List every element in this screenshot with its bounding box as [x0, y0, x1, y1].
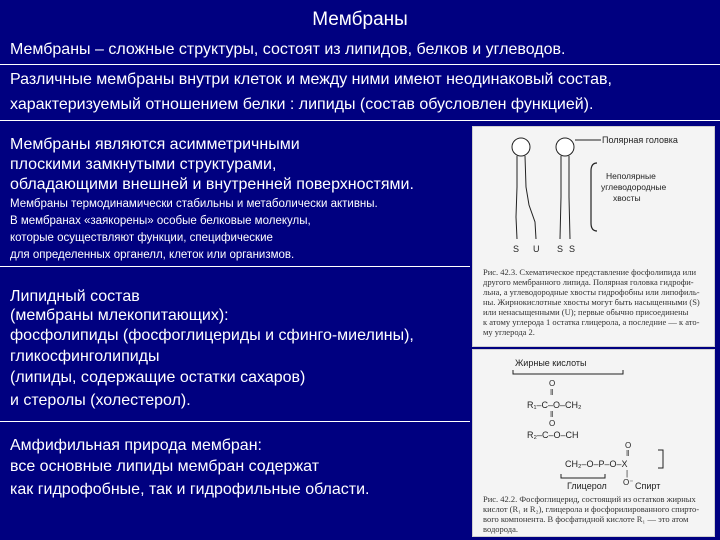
caption-line-2: другого мембранного липида. Полярная головка гидрофи- [483, 277, 694, 287]
double-bond-icon: ‖ [550, 410, 554, 419]
formula-row-3: CH₂–O–P–O–X [565, 459, 628, 469]
phospholipid-diagram [473, 127, 714, 346]
amphiphilic-line-2: все основные липиды мембран содержат [10, 458, 320, 475]
polar-head-icon [556, 138, 574, 156]
alcohol-label: Спирт [635, 481, 661, 491]
polar-head-icon [512, 138, 530, 156]
divider [0, 421, 470, 422]
glycerol-bracket [561, 474, 605, 478]
amphiphilic-line-3: как гидрофобные, так и гидрофильные области. [10, 481, 370, 498]
phosphate-oxygen-icon: O [625, 441, 632, 450]
phosphoglyceride-figure [472, 349, 715, 537]
caption-line-1: Рис. 42.3. Схематическое представление фосфолипида или [483, 267, 697, 277]
asymmetric-line-1: Мембраны являются асимметричными [10, 136, 300, 153]
lipids-line-1: Липидный состав [10, 288, 140, 305]
caption-line-3: вого компонента. В фосфатидной кислоте R₁ — это атом [483, 514, 689, 524]
fatty-acids-label: Жирные кислоты [515, 358, 587, 368]
amphiphilic-line-1: Амфифильная природа мембран: [10, 437, 262, 454]
caption-line-5: или ненасыщенными (U); первые обычно присоединены [483, 307, 689, 317]
lipids-line-6: и стеролы (холестерол). [10, 392, 191, 409]
details-line-1: Мембраны термодинамически стабильны и метаболически активны. [10, 198, 378, 210]
tails-bracket [591, 163, 597, 231]
phosphate-oxygen-icon: O⁻ [623, 478, 634, 487]
lipids-line-5: (липиды, содержащие остатки сахаров) [10, 369, 306, 386]
tail-letter: S [569, 244, 576, 254]
caption-line-7: му углерода 2. [483, 327, 535, 337]
composition-line-2: характеризуемый отношением белки : липиды (состав обусловлен функцией). [10, 96, 594, 113]
phosphoglyceride-diagram [473, 350, 714, 536]
tails-label-line-2: углеводородные [601, 182, 667, 192]
caption-line-3: льна, а углеводородные хвосты гидрофобны или липофиль- [483, 287, 700, 297]
details-line-3: которые осуществляют функции, специфические [10, 232, 273, 244]
alcohol-bracket [658, 450, 663, 468]
saturated-tail-icon [516, 156, 517, 239]
tail-letter: S [513, 244, 520, 254]
tail-letter: U [533, 244, 540, 254]
double-bond-icon: ‖ [550, 388, 554, 397]
double-bond-icon: ‖ [626, 449, 630, 458]
divider [0, 266, 470, 267]
tail-letter: S [557, 244, 564, 254]
fatty-acids-bracket [513, 370, 623, 374]
polar-head-label: Полярная головка [602, 135, 678, 145]
asymmetric-line-2: плоскими замкнутыми структурами, [10, 156, 277, 173]
lipids-line-4: гликосфинголипиды [10, 348, 160, 365]
tails-label-line-3: хвосты [613, 193, 641, 203]
caption-line-4: водорода. [483, 524, 519, 534]
details-line-2: В мембранах «заякорены» особые белковые молекулы, [10, 215, 311, 227]
asymmetric-line-3: обладающими внешней и внутренней поверхностями. [10, 176, 414, 193]
phospholipid-figure [472, 126, 715, 347]
unsaturated-tail-icon [525, 156, 536, 239]
caption-line-2: кислот (R₁ и R₂), глицерола и фосфорилированного спирто- [483, 504, 700, 514]
details-line-4: для определенных органелл, клеток или организмов. [10, 249, 295, 261]
caption-line-1: Рис. 42.2. Фосфоглицерид, состоящий из остатков жирных [483, 494, 696, 504]
formula-row-2: R₂–C–O–CH [527, 430, 579, 440]
glycerol-label: Глицерол [567, 481, 607, 491]
carbonyl-oxygen-icon: O [549, 379, 556, 388]
composition-line-1: Различные мембраны внутри клеток и между ними имеют неодинаковый состав, [10, 71, 612, 88]
lipids-line-2: (мембраны млекопитающих): [10, 307, 229, 324]
carbonyl-oxygen-icon: O [549, 419, 556, 428]
lipids-line-3: фосфолипиды (фосфоглицериды и сфинго-миелины), [10, 327, 414, 344]
divider [0, 64, 720, 65]
formula-row-1: R₁–C–O–CH₂ [527, 400, 582, 410]
caption-line-6: к атому углерода 1 остатка глицерола, а последние — к ато- [483, 317, 700, 327]
saturated-tail-icon [560, 156, 561, 239]
tails-label-line-1: Неполярные [606, 171, 656, 181]
saturated-tail-icon [569, 156, 570, 239]
single-bond-icon: | [626, 469, 629, 478]
intro-text: Мембраны – сложные структуры, состоят из липидов, белков и углеводов. [10, 41, 566, 58]
divider [0, 120, 720, 121]
caption-line-4: ны. Жирнокислотные хвосты могут быть насыщенными (S) [483, 297, 700, 307]
slide-title: Мембраны [312, 9, 408, 30]
